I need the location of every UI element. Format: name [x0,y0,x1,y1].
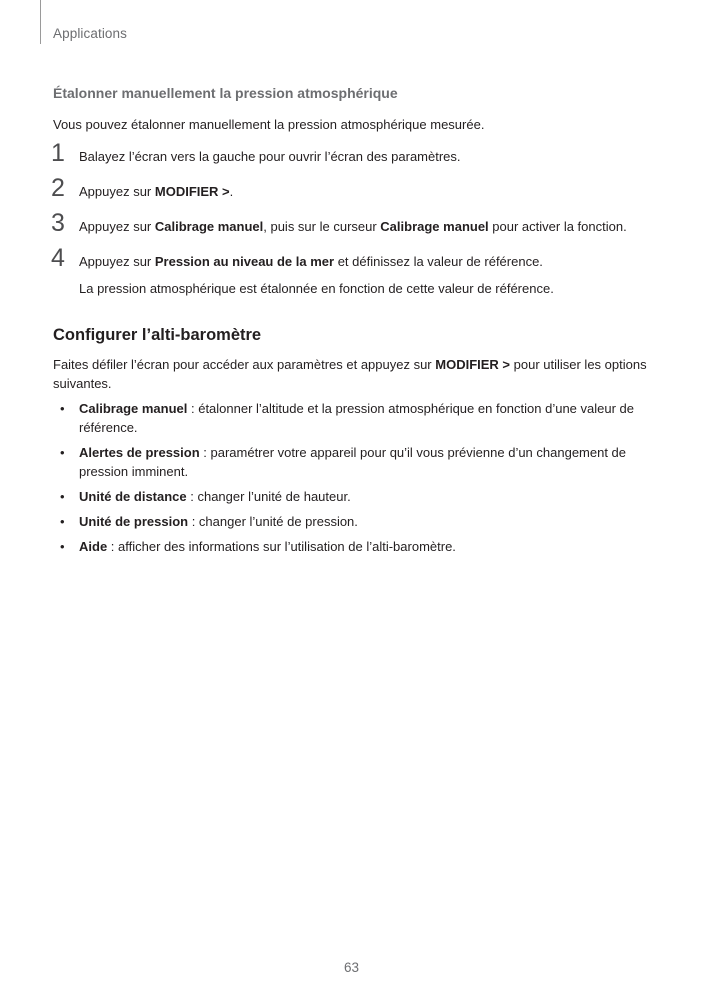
page-number: 63 [343,960,360,975]
step-number: 3 [51,209,65,237]
step-2 [51,174,653,202]
section-title-altibarometer: Configurer l’alti-baromètre [53,326,262,344]
step-3 [51,209,653,237]
option-desc: : changer l’unité de hauteur. [186,489,351,504]
bullet-icon: • [60,445,65,460]
list-item [53,512,653,531]
altibarometer-intro: Faites défiler l’écran pour accéder aux paramètres et appuyez sur MODIFIER > pour utiliser les options suivantes. [53,357,647,391]
step-number: 1 [51,139,65,167]
list-item [53,537,653,556]
ui-term: MODIFIER > [154,184,230,199]
section-title-calibration: Étalonner manuellement la pression atmosphérique [53,85,398,101]
list-item [53,399,653,437]
step-1 [51,139,653,167]
step-number: 2 [51,174,65,202]
option-term: Aide [79,539,108,554]
ui-term: Pression au niveau de la mer [154,254,335,269]
calibration-intro: Vous pouvez étalonner manuellement la pression atmosphérique mesurée. [53,117,485,132]
ui-term: Calibrage manuel [154,219,264,234]
bullet-icon: • [60,514,65,529]
section-header: Applications [53,26,127,41]
step-number: 4 [51,244,65,272]
option-term: Unité de pression [79,514,189,529]
bullet-icon: • [60,539,65,554]
option-desc: : changer l’unité de pression. [188,514,358,529]
step-note: La pression atmosphérique est étalonnée en fonction de cette valeur de référence. [79,281,554,296]
steps-list [51,139,653,298]
step-4 [51,244,653,298]
ui-term: MODIFIER > [435,357,511,372]
ui-term: Calibrage manuel [380,219,489,234]
step-text: Appuyez sur MODIFIER >. [79,184,234,199]
page-content [53,84,653,562]
option-desc: : étalonner l’altitude et la pression atmosphérique en fonction d’une valeur de référence. [79,401,634,435]
list-item [53,487,653,506]
list-item [53,443,653,481]
option-term: Calibrage manuel [79,401,188,416]
option-desc: : paramétrer votre appareil pour qu’il vous prévienne d’un changement de pression imminent. [79,445,627,479]
bullet-icon: • [60,489,65,504]
option-desc: : afficher des informations sur l’utilisation de l’alti-baromètre. [107,539,456,554]
step-text: Balayez l’écran vers la gauche pour ouvrir l’écran des paramètres. [79,149,461,164]
step-text: Appuyez sur Calibrage manuel, puis sur le curseur Calibrage manuel pour activer la fonction. [79,219,627,234]
step-text: Appuyez sur Pression au niveau de la mer et définissez la valeur de référence. [79,254,543,269]
margin-rule [40,0,41,44]
bullet-icon: • [60,401,65,416]
option-term: Unité de distance [79,489,187,504]
options-list [53,399,653,556]
option-term: Alertes de pression [79,445,200,460]
